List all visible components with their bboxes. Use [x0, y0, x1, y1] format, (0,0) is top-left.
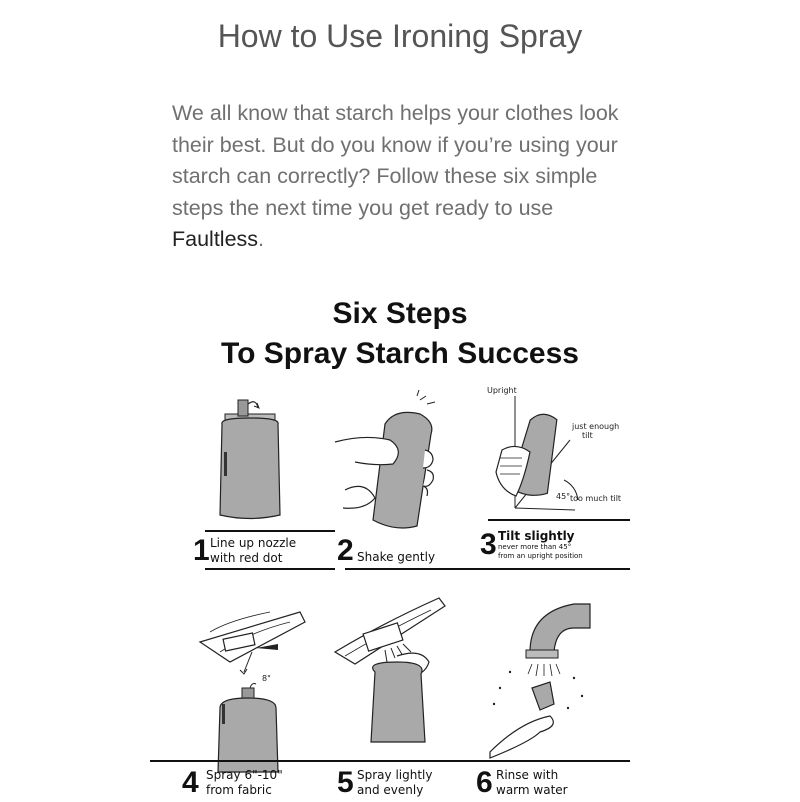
step-number: 1	[193, 534, 210, 567]
upright-label: Upright	[487, 386, 517, 395]
angle-label: 45°	[556, 492, 571, 501]
step-2	[335, 390, 475, 580]
step-caption	[357, 768, 432, 798]
caption-line-3: from an upright position	[498, 552, 583, 560]
caption-line-1: Spray 6"-10"	[206, 768, 283, 782]
tilt-label: tilt	[582, 431, 593, 440]
step-4	[182, 592, 340, 802]
poster-title-line1: Six Steps	[332, 297, 468, 330]
intro-end: .	[258, 227, 265, 251]
step-caption	[498, 530, 583, 561]
too-much-tilt-label: too much tilt	[570, 494, 622, 503]
step-caption	[210, 536, 296, 566]
divider-line	[345, 568, 460, 570]
caption-line-2: with red dot	[210, 551, 283, 565]
step-caption	[496, 768, 568, 798]
divider-line	[205, 530, 335, 532]
intro-paragraph	[172, 98, 642, 256]
six-steps-poster	[150, 280, 650, 800]
just-enough-label: just enough	[572, 422, 620, 431]
step-caption	[206, 768, 283, 798]
distance-label: 8"	[262, 674, 271, 683]
step-6	[470, 592, 640, 802]
caption-line-2: never more than 45°	[498, 543, 572, 551]
step-5	[335, 592, 485, 802]
page-title: How to Use Ironing Spray	[217, 18, 583, 54]
caption-line-1: Tilt slightly	[498, 529, 575, 543]
caption-line-1: Spray lightly	[357, 768, 433, 782]
intro-text: We all know that starch helps your clothes look their best. But do you know if you’re using your starch can correctly? Follow these six simple steps the next time you get ready to use	[172, 101, 619, 220]
step-number: 2	[337, 534, 354, 567]
poster-title	[150, 294, 650, 374]
caption-line-2: warm water	[496, 783, 568, 797]
divider-line	[330, 760, 470, 762]
faultless-link[interactable]: Faultless	[172, 227, 259, 251]
divider-line	[150, 760, 330, 762]
step-number: 5	[337, 766, 354, 799]
caption-line-2: and evenly	[357, 783, 424, 797]
step-caption: Shake gently	[357, 550, 436, 564]
caption-line-1: Line up nozzle	[210, 536, 297, 550]
step-3	[460, 380, 640, 580]
divider-line	[205, 568, 335, 570]
divider-line	[460, 568, 630, 570]
poster-title-line2: To Spray Starch Success	[221, 337, 579, 370]
caption-line-1: Rinse with	[496, 768, 559, 782]
step-number: 6	[476, 766, 493, 799]
divider-line	[470, 760, 630, 762]
step-1	[190, 390, 340, 580]
caption-line-2: from fabric	[206, 783, 272, 797]
step-number: 3	[480, 528, 497, 561]
step-number: 4	[182, 766, 199, 799]
